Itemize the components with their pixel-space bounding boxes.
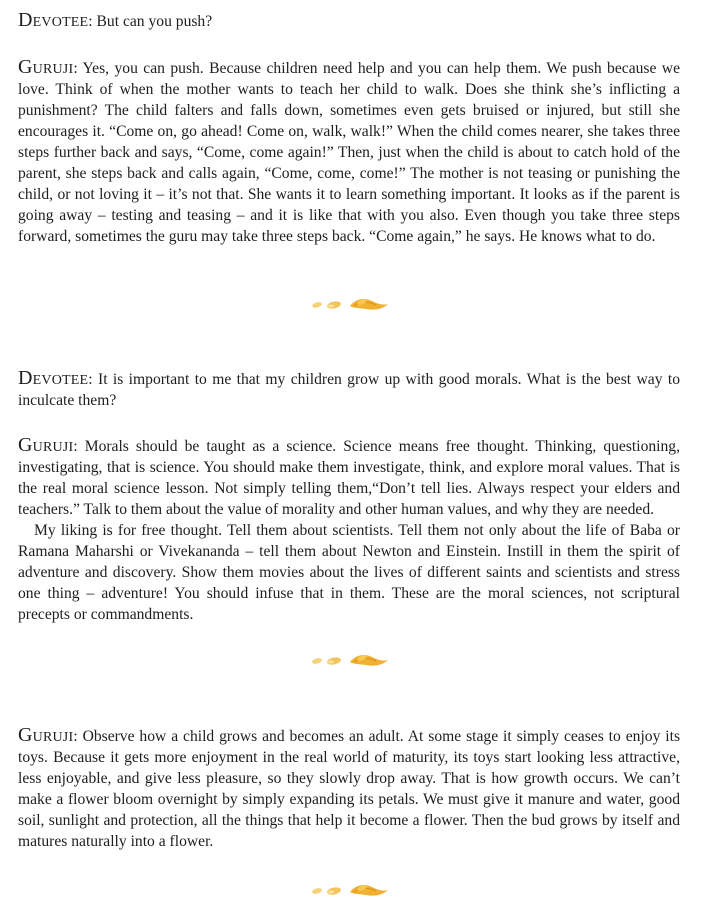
devotee-question: Devotee: It is important to me that my children grow up with good morals. What is the best way to inculcate them? [18,367,680,409]
dialogue-guruji-2 [18,435,680,625]
speaker-label: Guruji [18,56,74,78]
speaker-label: Devotee [18,9,89,31]
question-text: It is important to me that my children grow up with good morals. What is the best way to inculcate them? [18,371,680,409]
golden-leaf-cluster-icon [310,296,388,312]
devotee-question: Devotee: But can you push? [18,9,213,31]
speaker-label: Guruji [18,724,74,746]
speaker-label: Guruji [18,434,74,456]
dialogue-guruji-1 [18,57,680,247]
guruji-answer: Guruji: Yes, you can push. Because children need help and you can help them. We push because we love. Think of when the mother wants to teach her child to walk. Does she think she’s inflicting a punishment? The child falters and falls down, sometimes even gets bruised or injured, but still she encourages it. “Come on, go ahead! Come on, walk, walk!” When the child comes nearer, she takes three steps further back and says, “Come, come again!” Then, just when the child is about to catch hold of the parent, she steps back and calls again, “Come, come, come!” The mother is not teasing or punishing the child, or not loving it – it’s not that. She wants it to learn something important. It looks as if the parent is going away – testing and teasing – and it is like that with you also. Even though you take three steps forward, sometimes the guru may take three steps back. “Come again,” he says. He knows what to do. [18,56,680,245]
answer-continuation: My liking is for free thought. Tell them about scientists. Tell them not only about the life of Baba or Ramana Maharshi or Vivekananda – tell them about Newton and Einstein. Instill in them the spirit of adventure and discovery. Show them movies about the lives of different saints and scientists and stress one thing – adventure! You should infuse that in them. These are the moral sciences, not scriptural precepts or commandments. [18,522,680,623]
speaker-label: Devotee [18,367,89,389]
answer-text: Morals should be taught as a science. Science means free thought. Thinking, questioning, investigating, that is science. You should make them investigate, think, and explore moral values. That is the real moral science lesson. Not simply telling them,“Don’t tell lies. Always respect your elders and teachers.” Talk to them about the value of morality and other human values, and why they are needed. [18,438,680,518]
dialogue-guruji-3 [18,725,680,852]
answer-text: Yes, you can push. Because children need help and you can help them. We push because we love. Think of when the mother wants to teach her child to walk. Does she think she’s inflicting a punishment? The child falters and falls down, sometimes even gets bruised or injured, but still she encourages it. “Come on, go ahead! Come on, walk, walk!” When the child comes nearer, she takes three steps further back and says, “Come, come again!” Then, just when the child is about to catch hold of the parent, she steps back and calls again, “Come, come, come!” The mother is not teasing or punishing the child, or not loving it – it’s not that. She wants it to learn something important. It looks as if the parent is going away – testing and teasing – and it is like that with you also. Even though you take three steps forward, sometimes the guru may take three steps back. “Come again,” he says. He knows what to do. [18,60,680,245]
dialogue-devotee-1 [18,10,680,32]
guruji-answer: Guruji: Observe how a child grows and becomes an adult. At some stage it simply ceases to enjoy its toys. Because it gets more enjoyment in the real world of maturity, its toys start looking less attractive, less enjoyable, and give less pleasure, so they slowly drop away. That is how growth occurs. We can’t make a flower bloom overnight by simply expanding its petals. We must give it manure and water, good soil, sunlight and protection, all the things that help it become a flower. Then the bud grows by itself and matures naturally into a flower. [18,724,681,850]
golden-leaf-cluster-icon [310,882,388,898]
answer-text: Observe how a child grows and becomes an adult. At some stage it simply ceases to enjoy its toys. Because it gets more enjoyment in the real world of maturity, its toys start looking less attractive, less enjoyable, and give less pleasure, so they slowly drop away. That is how growth occurs. We can’t make a flower bloom overnight by simply expanding its petals. We must give it manure and water, good soil, sunlight and protection, all the things that help it become a flower. Then the bud grows by itself and matures naturally into a flower. [18,728,681,850]
guruji-answer: Guruji: Morals should be taught as a science. Science means free thought. Thinking, questioning, investigating, that is science. You should make them investigate, think, and explore moral values. That is the real moral science lesson. Not simply telling them,“Don’t tell lies. Always respect your elders and teachers.” Talk to them about the value of morality and other human values, and why they are needed. [18,434,680,518]
golden-leaf-cluster-icon [310,652,388,668]
question-text: But can you push? [96,13,213,30]
dialogue-devotee-2 [18,368,680,411]
